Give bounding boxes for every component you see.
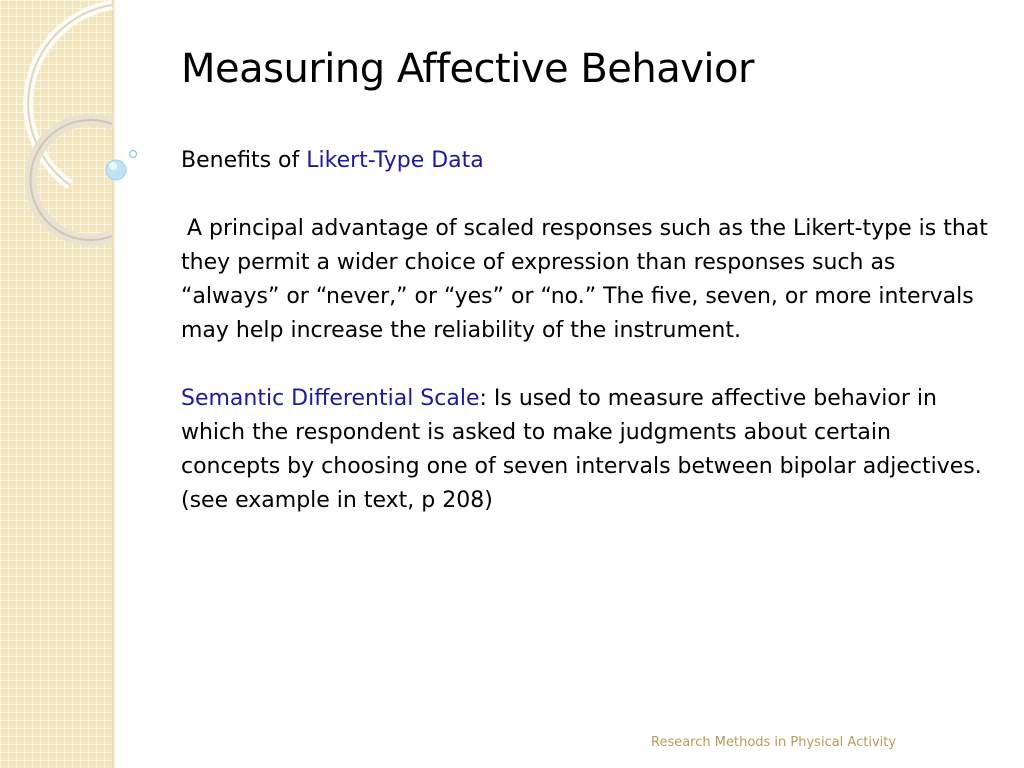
spacer (181, 348, 996, 382)
bead-orb-icon (106, 151, 137, 181)
footer-text: Research Methods in Physical Activity (651, 735, 897, 750)
semantic-paragraph-text: : Is used to measure affective behavior in which the respondent is asked to make judgments about certain concepts by choosing one of seven intervals between bipolar adjectives. (see example in text, p 208) (181, 386, 982, 513)
likert-paragraph-text: A principal advantage of scaled responses such as the Likert-type is that they permit a wider choice of expression than responses such as “always” or “never,” or “yes” or “no.” The five, seven, or more intervals may help increase the reliability of the instrument. (181, 216, 988, 343)
benefits-heading (181, 144, 996, 178)
likert-term: Likert-Type Data (306, 148, 484, 173)
slide-body (181, 144, 996, 518)
decorative-arcs (0, 0, 200, 300)
semantic-paragraph (181, 382, 996, 518)
semantic-term: Semantic Differential Scale (181, 386, 480, 411)
spacer (181, 178, 996, 212)
likert-paragraph (181, 212, 996, 348)
benefits-prefix: Benefits of (181, 148, 307, 173)
slide-title: Measuring Affective Behavior (181, 46, 754, 92)
